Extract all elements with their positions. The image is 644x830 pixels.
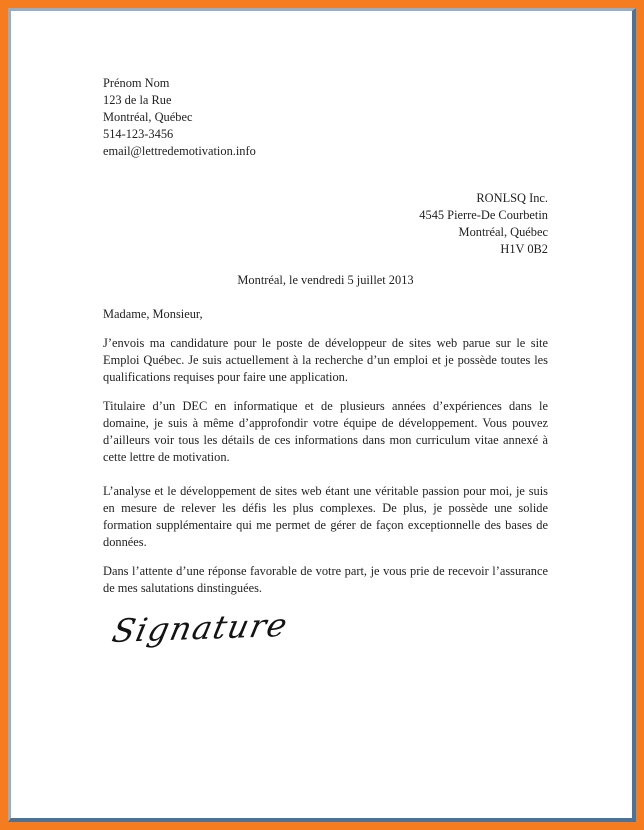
page-inner-border	[8, 8, 636, 822]
paragraph-line: domaine, je suis à même d’approfondir votre équipe de développement. Vous pouvez	[103, 416, 548, 430]
signature-area	[103, 605, 548, 683]
paragraph-line: qualifications requises pour faire une application.	[103, 370, 348, 384]
paragraph-line: Titulaire d’un DEC en informatique et de plusieurs années d’expériences dans le	[103, 399, 548, 413]
paragraph-1	[103, 335, 548, 386]
sender-name: Prénom Nom	[103, 76, 170, 90]
salutation: Madame, Monsieur,	[103, 307, 203, 321]
recipient-postal-code: H1V 0B2	[500, 242, 548, 256]
recipient-company: RONLSQ Inc.	[476, 191, 548, 205]
paragraph-line: données.	[103, 535, 147, 549]
paragraph-line: de mes salutations dinstinguées.	[103, 581, 262, 595]
recipient-city: Montréal, Québec	[458, 225, 548, 239]
sender-block	[103, 75, 548, 160]
sender-email: email@lettredemotivation.info	[103, 144, 256, 158]
recipient-block	[103, 190, 548, 258]
letter-body	[11, 11, 632, 818]
paragraph-3	[103, 483, 548, 551]
recipient-street: 4545 Pierre-De Courbetin	[419, 208, 548, 222]
paragraph-line: en mesure de relever les défis les plus complexes. De plus, je possède une solide	[103, 501, 548, 515]
handwritten-signature: Signature	[108, 605, 292, 650]
paragraph-line: Emploi Québec. Je suis actuellement à la recherche d’un emploi et je possède toutes les	[103, 353, 548, 367]
paragraph-line: cette lettre de motivation.	[103, 450, 230, 464]
sender-street: 123 de la Rue	[103, 93, 172, 107]
paragraph-line: Dans l’attente d’une réponse favorable de votre part, je vous prie de recevoir l’assurance	[103, 564, 548, 578]
paragraph-2	[103, 398, 548, 466]
paragraph-4	[103, 563, 548, 597]
paragraph-line: d’ailleurs voir tous les détails de ces informations dans mon curriculum vitae annexé à	[103, 433, 548, 447]
paragraph-line: formation supplémentaire qui me permet de gérer de façon exceptionnelle des bases de	[103, 518, 548, 532]
date-line: Montréal, le vendredi 5 juillet 2013	[237, 273, 414, 287]
paragraph-line: J’envois ma candidature pour le poste de développeur de sites web parue sur le site	[103, 336, 548, 350]
paragraph-line: L’analyse et le développement de sites web étant une véritable passion pour moi, je suis	[103, 484, 548, 498]
sender-phone: 514-123-3456	[103, 127, 174, 141]
sender-city: Montréal, Québec	[103, 110, 193, 124]
